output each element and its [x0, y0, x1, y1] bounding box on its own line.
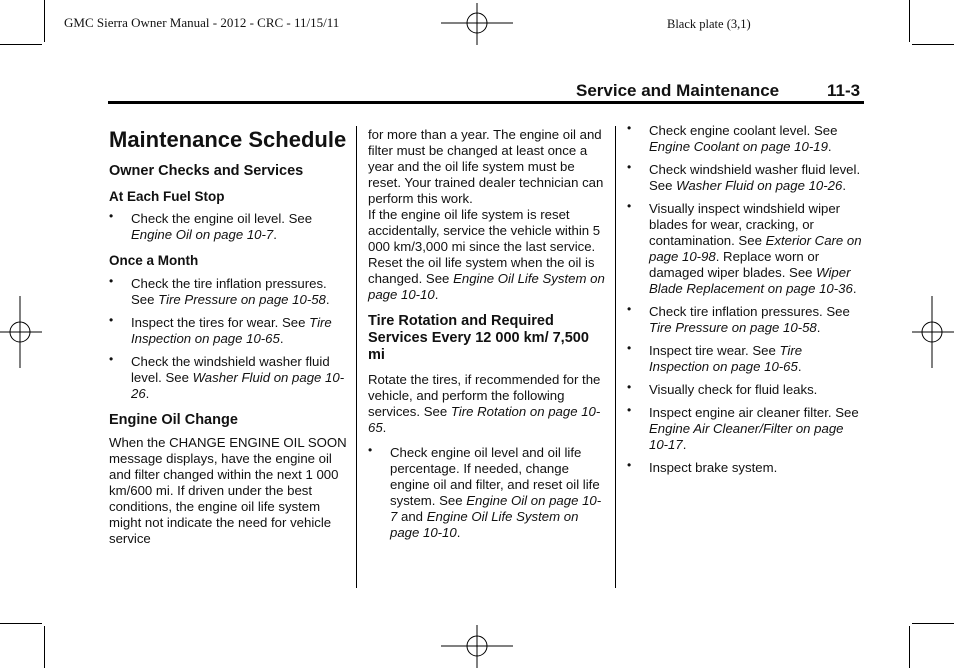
punct: .: [797, 359, 802, 374]
bullet: •: [627, 341, 632, 355]
registration-mark-bottom: [441, 625, 513, 668]
paragraph: When the CHANGE ENGINE OIL SOON message displays, have the engine oil and filter changed within the next 1 000 km/600 mi. If driven under the best conditions, the engine oil life system might not indicate the need for vehicle service: [109, 435, 347, 546]
bullet: •: [627, 458, 632, 472]
list-item: [109, 211, 347, 243]
cross-reference[interactable]: Engine Oil on page 10-7: [131, 227, 274, 242]
list-item: [109, 276, 347, 308]
cross-reference[interactable]: Tire Pressure on page 10-58: [649, 320, 817, 335]
bullet: •: [109, 352, 114, 366]
item-text: Check the tire inflation pressures. See: [131, 276, 327, 307]
running-header-page: 11-3: [827, 81, 861, 100]
item-text: Check engine oil level and oil life percentage. If needed, change engine oil and filter, and reset oil life system. See: [390, 445, 600, 508]
list-item: [627, 405, 863, 453]
print-header-left: GMC Sierra Owner Manual - 2012 - CRC - 11/15/11: [64, 15, 340, 30]
registration-mark-top: [441, 3, 513, 45]
item-text: Check the windshield washer fluid level. See: [131, 354, 330, 385]
punct: .: [273, 227, 277, 242]
registration-mark-right: [912, 296, 954, 368]
section-heading: Tire Rotation and Required Services Every 12 000 km/ 7,500 mi: [368, 313, 589, 363]
registration-mark-left: [0, 296, 42, 368]
punct: .: [852, 281, 857, 296]
cross-reference[interactable]: Exterior Care on page 10-98: [649, 233, 862, 264]
list: [627, 123, 863, 476]
print-header-right: Black plate (3,1): [667, 17, 751, 31]
page-title: Maintenance Schedule: [109, 127, 347, 152]
paragraph-text: If the engine oil life system is reset accidentally, service the vehicle within 5 000 km/3,000 mi since the last service. Reset the oil life system when the oil is changed. See: [368, 207, 601, 286]
item-text: Inspect brake system.: [649, 460, 778, 475]
list-item: [627, 382, 863, 398]
list: [109, 211, 347, 243]
bullet: •: [109, 209, 114, 223]
item-text: Check tire inflation pressures. See: [649, 304, 850, 319]
punct: .: [456, 525, 461, 540]
cross-reference[interactable]: Wiper Blade Replacement on page 10-36: [649, 265, 853, 296]
item-text: Check the engine oil level. See: [131, 211, 313, 226]
section-heading: Owner Checks and Services: [109, 163, 304, 179]
bullet: •: [627, 403, 632, 417]
punct: .: [816, 320, 821, 335]
bullet: •: [627, 121, 632, 135]
item-text: Visually check for fluid leaks.: [649, 382, 818, 397]
bullet: •: [627, 380, 632, 394]
cross-reference[interactable]: Tire Pressure on page 10-58: [158, 292, 326, 307]
bullet: •: [627, 302, 632, 316]
cross-reference[interactable]: Engine Oil Life System on page 10-10: [390, 509, 579, 540]
column-3: [627, 116, 863, 476]
list-item: [627, 304, 863, 336]
punct: .: [842, 178, 846, 193]
cross-reference[interactable]: Tire Rotation on page 10-65: [368, 404, 601, 435]
item-text: Visually inspect windshield wiper blades for wear, cracking, or contamination. See: [649, 201, 841, 248]
column-1: [109, 127, 347, 547]
punct: .: [434, 287, 439, 302]
cross-reference[interactable]: Engine Coolant on page 10-19: [649, 139, 828, 154]
cross-reference[interactable]: Engine Oil Life System on page 10-10: [368, 271, 605, 302]
running-header-section: Service and Maintenance: [576, 81, 780, 100]
paragraph: for more than a year. The engine oil and filter must be changed at least once a year and the oil life system must be reset. Your trained dealer technician can perform this work.: [368, 127, 604, 206]
punct: .: [279, 331, 284, 346]
list-item: [627, 343, 863, 375]
crop-mark: [909, 626, 910, 668]
column-2: [368, 127, 606, 541]
list-item: [109, 354, 347, 402]
paragraph-text: Rotate the tires, if recommended for the vehicle, and perform the following services. See: [368, 372, 601, 419]
cross-reference[interactable]: Engine Oil on page 10-7: [390, 493, 602, 524]
list-item: [368, 445, 606, 541]
crop-mark: [912, 623, 954, 624]
list-item: [109, 315, 347, 347]
list: [109, 276, 347, 402]
item-text: and: [397, 509, 427, 524]
item-text: . Replace worn or damaged wiper blades. See: [649, 249, 820, 280]
cross-reference[interactable]: Washer Fluid on page 10-26: [676, 178, 843, 193]
cross-reference[interactable]: Tire Inspection on page 10-65: [649, 343, 803, 374]
column-divider: [615, 126, 616, 588]
crop-mark: [0, 44, 42, 45]
crop-mark: [912, 44, 954, 45]
crop-mark: [909, 0, 910, 42]
cross-reference[interactable]: Washer Fluid on page 10-26: [131, 370, 345, 401]
header-rule: [108, 101, 864, 104]
item-text: Inspect tire wear. See: [649, 343, 780, 358]
bullet: •: [627, 199, 632, 213]
list-item: [627, 201, 863, 297]
subheading-once-a-month: Once a Month: [109, 253, 199, 268]
column-divider: [356, 126, 357, 588]
crop-mark: [44, 0, 45, 42]
punct: .: [382, 420, 387, 435]
cross-reference[interactable]: Tire Inspection on page 10-65: [131, 315, 332, 346]
section-heading: Engine Oil Change: [109, 412, 238, 428]
crop-mark: [0, 623, 42, 624]
bullet: •: [109, 274, 114, 288]
item-text: Check windshield washer fluid level. See: [649, 162, 861, 193]
list-item: [627, 162, 863, 194]
list-item: [627, 123, 863, 155]
punct: .: [145, 386, 150, 401]
crop-mark: [44, 626, 45, 668]
punct: .: [682, 437, 687, 452]
bullet: •: [627, 160, 632, 174]
punct: .: [325, 292, 330, 307]
paragraph: [368, 372, 606, 436]
list: [368, 445, 606, 541]
bullet: •: [368, 443, 373, 457]
bullet: •: [109, 313, 114, 327]
item-text: Inspect the tires for wear. See: [131, 315, 310, 330]
item-text: Check engine coolant level. See: [649, 123, 838, 138]
list-item: [627, 460, 863, 476]
subheading-fuel-stop: At Each Fuel Stop: [109, 189, 225, 204]
paragraph: [368, 207, 606, 303]
punct: .: [827, 139, 832, 154]
cross-reference[interactable]: Engine Air Cleaner/Filter on page 10-17: [649, 421, 844, 452]
item-text: Inspect engine air cleaner filter. See: [649, 405, 859, 420]
